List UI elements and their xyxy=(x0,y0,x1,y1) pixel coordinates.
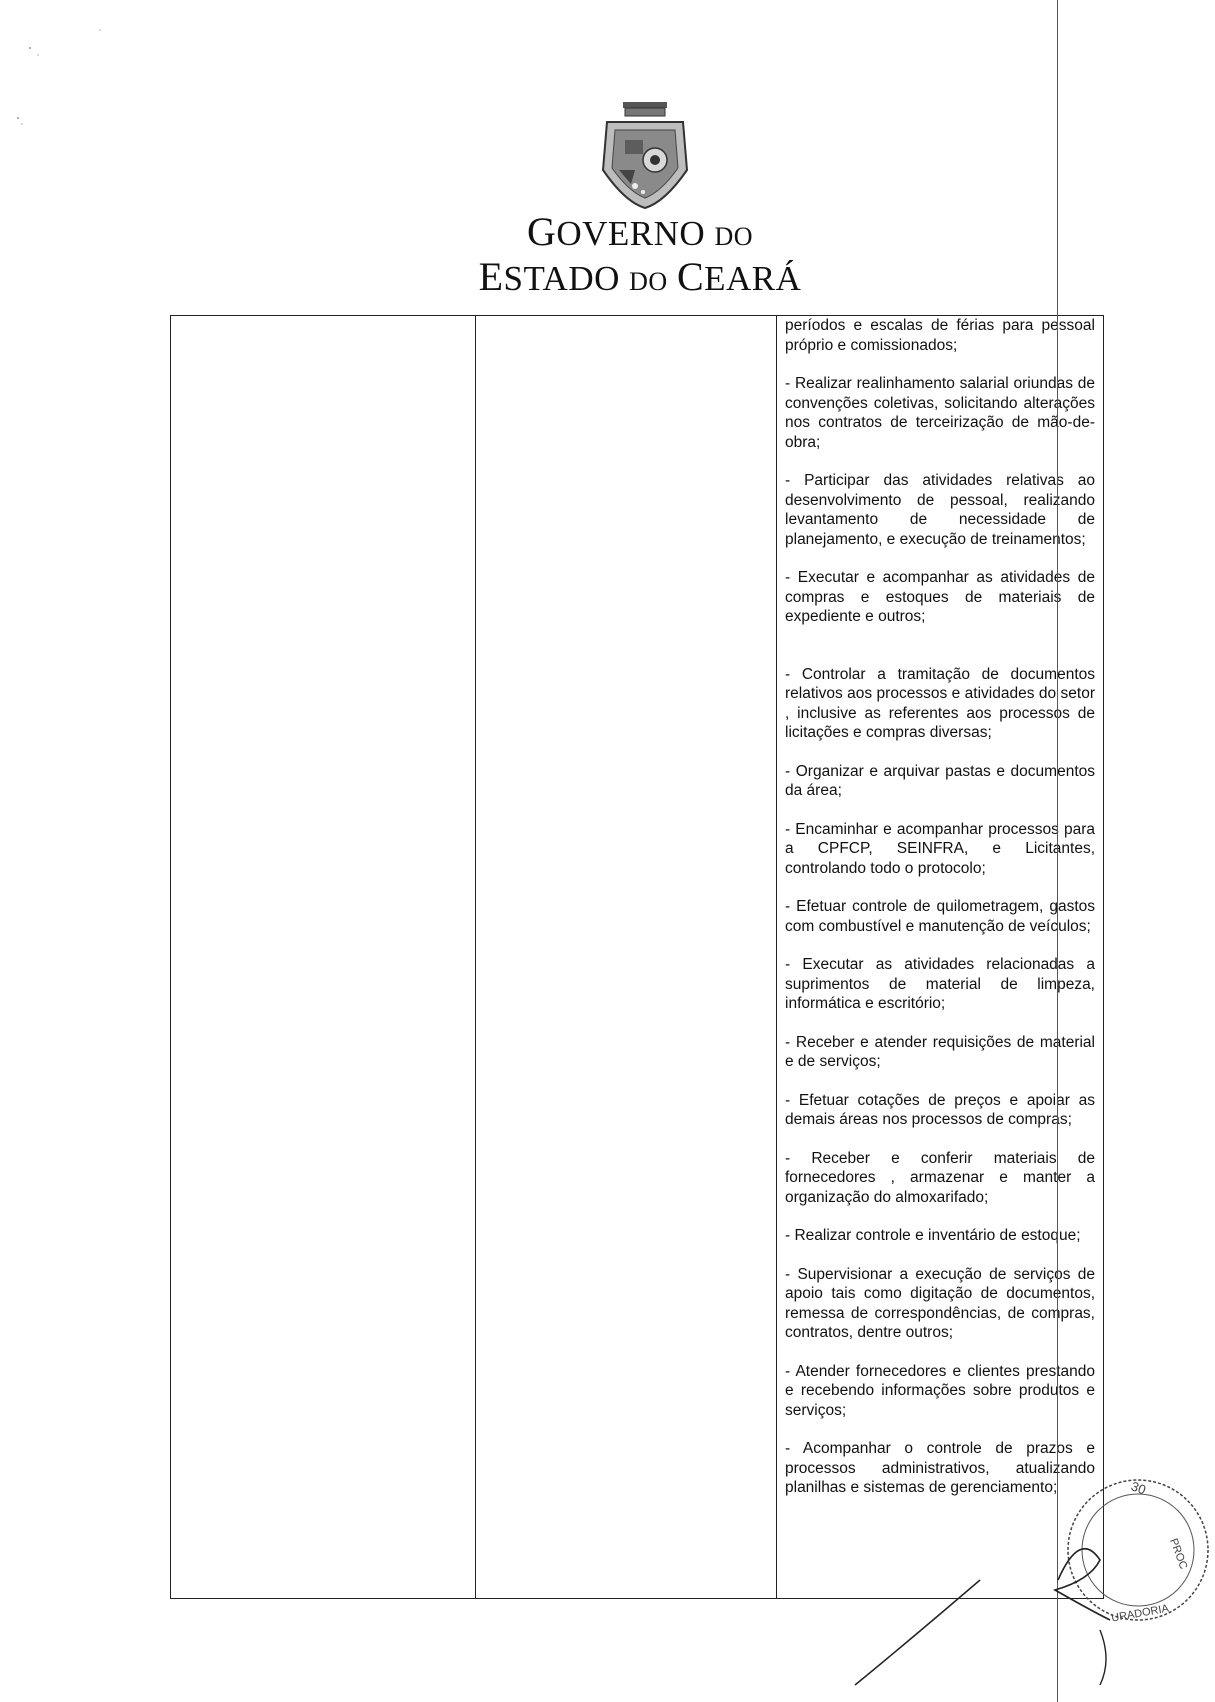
table-column-divider xyxy=(475,316,476,1598)
paragraph: - Efetuar controle de quilometragem, gastos com combustível e manutenção de veículos; xyxy=(785,898,1095,935)
paragraph: - Atender fornecedores e clientes prestando e recebendo informações sobre produtos e serviços; xyxy=(785,1362,1095,1419)
paragraph: - Receber e atender requisições de material e de serviços; xyxy=(785,1033,1095,1070)
attributions-text-column xyxy=(785,316,1095,1517)
signature-mark xyxy=(850,1510,1130,1690)
paragraph: - Organizar e arquivar pastas e documentos da área; xyxy=(785,762,1095,799)
government-title xyxy=(420,209,860,302)
table-column-divider xyxy=(776,316,777,1598)
attributions-table xyxy=(170,315,1104,1599)
scan-artifact-line xyxy=(1057,0,1058,1702)
paragraph: - Controlar a tramitação de documentos relativos aos processos e atividades do setor , inclusive as referentes aos processos de licitações e compras diversas; xyxy=(785,665,1095,741)
paragraph: - Realizar controle e inventário de estoque; xyxy=(785,1227,1081,1244)
paragraph: - Participar das atividades relativas ao desenvolvimento de pessoal, realizando levantamento de necessidade de planejamento, e execução de treinamentos; xyxy=(785,472,1095,548)
title-line-estado: ESTADO DO CEARÁ xyxy=(478,254,802,299)
paragraph: - Encaminhar e acompanhar processos para a CPFCP, SEINFRA, e Licitantes, controlando todo o protocolo; xyxy=(785,820,1095,877)
svg-text:URADORIA: URADORIA xyxy=(1110,1602,1170,1625)
paragraph: - Efetuar cotações de preços e apoiar as demais áreas nos processos de compras; xyxy=(785,1091,1095,1128)
paragraph: - Receber e conferir materiais de fornecedores , armazenar e manter a organização do almoxarifado; xyxy=(785,1149,1095,1206)
paragraph: - Acompanhar o controle de prazos e processos administrativos, atualizando planilhas e sistemas de gerenciamento; xyxy=(785,1440,1095,1496)
state-coat-of-arms-icon xyxy=(595,100,695,210)
paragraph: - Executar as atividades relacionadas a suprimentos de material de limpeza, informática e escritório; xyxy=(785,956,1095,1012)
svg-text:PROC: PROC xyxy=(1167,1536,1190,1571)
paragraph: - Executar e acompanhar as atividades de compras e estoques de materiais de expediente e outros; xyxy=(785,569,1095,625)
svg-text:30: 30 xyxy=(1129,1478,1148,1498)
paragraph: períodos e escalas de férias para pessoal próprio e comissionados; xyxy=(785,317,1095,354)
scan-specks xyxy=(0,0,120,140)
title-line-governo: GOVERNO DO xyxy=(526,209,754,254)
paragraph: - Supervisionar a execução de serviços de apoio tais como digitação de documentos, remessa de correspondências, de compras, contratos, dentre outros; xyxy=(785,1265,1095,1341)
paragraph: - Realizar realinhamento salarial oriundas de convenções coletivas, solicitando alterações nos contratos de terceirização de mão-de-obra; xyxy=(785,375,1095,451)
